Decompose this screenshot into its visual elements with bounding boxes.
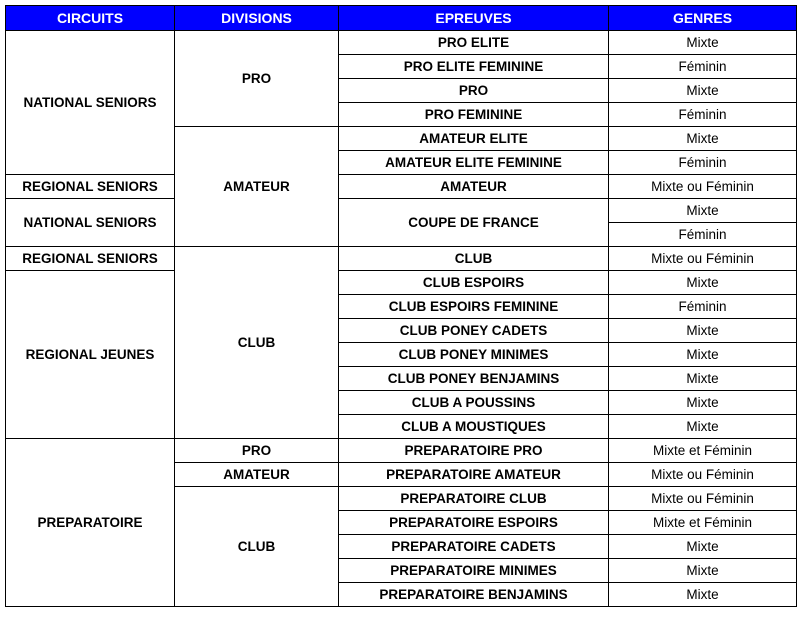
epreuve-cell: PREPARATOIRE BENJAMINS bbox=[339, 583, 609, 607]
epreuve-cell: CLUB A POUSSINS bbox=[339, 391, 609, 415]
genre-cell: Mixte bbox=[609, 31, 797, 55]
epreuve-cell: COUPE DE FRANCE bbox=[339, 199, 609, 247]
division-cell: PRO bbox=[175, 439, 339, 463]
genre-cell: Mixte bbox=[609, 367, 797, 391]
genre-cell: Mixte ou Féminin bbox=[609, 247, 797, 271]
epreuve-cell: CLUB ESPOIRS FEMININE bbox=[339, 295, 609, 319]
table-row bbox=[6, 271, 797, 295]
epreuve-cell: AMATEUR bbox=[339, 175, 609, 199]
epreuve-cell: CLUB PONEY BENJAMINS bbox=[339, 367, 609, 391]
epreuve-cell: PREPARATOIRE PRO bbox=[339, 439, 609, 463]
genre-cell: Mixte bbox=[609, 319, 797, 343]
header-epreuves: EPREUVES bbox=[339, 6, 609, 31]
genre-cell: Mixte bbox=[609, 79, 797, 103]
genre-cell: Mixte bbox=[609, 343, 797, 367]
table-row bbox=[6, 175, 797, 199]
genre-cell: Mixte ou Féminin bbox=[609, 463, 797, 487]
division-cell: CLUB bbox=[175, 487, 339, 607]
circuit-cell: PREPARATOIRE bbox=[6, 439, 175, 607]
genre-cell: Féminin bbox=[609, 55, 797, 79]
genre-cell: Mixte bbox=[609, 559, 797, 583]
genre-cell: Mixte bbox=[609, 391, 797, 415]
epreuve-cell: CLUB PONEY CADETS bbox=[339, 319, 609, 343]
genre-cell: Mixte ou Féminin bbox=[609, 487, 797, 511]
header-row bbox=[6, 6, 797, 31]
circuit-cell: NATIONAL SENIORS bbox=[6, 31, 175, 175]
header-divisions: DIVISIONS bbox=[175, 6, 339, 31]
epreuve-cell: PREPARATOIRE CADETS bbox=[339, 535, 609, 559]
genre-cell: Mixte bbox=[609, 535, 797, 559]
epreuve-cell: PRO ELITE FEMININE bbox=[339, 55, 609, 79]
genre-cell: Mixte bbox=[609, 127, 797, 151]
epreuve-cell: PREPARATOIRE CLUB bbox=[339, 487, 609, 511]
epreuve-cell: CLUB A MOUSTIQUES bbox=[339, 415, 609, 439]
circuit-cell: NATIONAL SENIORS bbox=[6, 199, 175, 247]
division-cell: CLUB bbox=[175, 247, 339, 439]
division-cell: PRO bbox=[175, 31, 339, 127]
genre-cell: Mixte bbox=[609, 415, 797, 439]
epreuve-cell: AMATEUR ELITE FEMININE bbox=[339, 151, 609, 175]
division-cell: AMATEUR bbox=[175, 463, 339, 487]
table-row bbox=[6, 247, 797, 271]
genre-cell: Féminin bbox=[609, 151, 797, 175]
genre-cell: Mixte et Féminin bbox=[609, 511, 797, 535]
epreuve-cell: CLUB bbox=[339, 247, 609, 271]
genre-cell: Mixte bbox=[609, 583, 797, 607]
genre-cell: Mixte bbox=[609, 199, 797, 223]
division-cell: AMATEUR bbox=[175, 127, 339, 247]
epreuve-cell: PRO bbox=[339, 79, 609, 103]
epreuve-cell: PREPARATOIRE ESPOIRS bbox=[339, 511, 609, 535]
epreuve-cell: PRO FEMININE bbox=[339, 103, 609, 127]
epreuve-cell: PREPARATOIRE MINIMES bbox=[339, 559, 609, 583]
table-row bbox=[6, 31, 797, 55]
competition-table bbox=[5, 5, 797, 607]
epreuve-cell: PRO ELITE bbox=[339, 31, 609, 55]
epreuve-cell: CLUB ESPOIRS bbox=[339, 271, 609, 295]
header-genres: GENRES bbox=[609, 6, 797, 31]
circuit-cell: REGIONAL SENIORS bbox=[6, 247, 175, 271]
genre-cell: Féminin bbox=[609, 223, 797, 247]
genre-cell: Mixte ou Féminin bbox=[609, 175, 797, 199]
genre-cell: Mixte bbox=[609, 271, 797, 295]
epreuve-cell: PREPARATOIRE AMATEUR bbox=[339, 463, 609, 487]
epreuve-cell: CLUB PONEY MINIMES bbox=[339, 343, 609, 367]
circuit-cell: REGIONAL SENIORS bbox=[6, 175, 175, 199]
header-circuits: CIRCUITS bbox=[6, 6, 175, 31]
table-row bbox=[6, 199, 797, 223]
genre-cell: Féminin bbox=[609, 103, 797, 127]
genre-cell: Mixte et Féminin bbox=[609, 439, 797, 463]
table-row bbox=[6, 439, 797, 463]
genre-cell: Féminin bbox=[609, 295, 797, 319]
epreuve-cell: AMATEUR ELITE bbox=[339, 127, 609, 151]
circuit-cell: REGIONAL JEUNES bbox=[6, 271, 175, 439]
